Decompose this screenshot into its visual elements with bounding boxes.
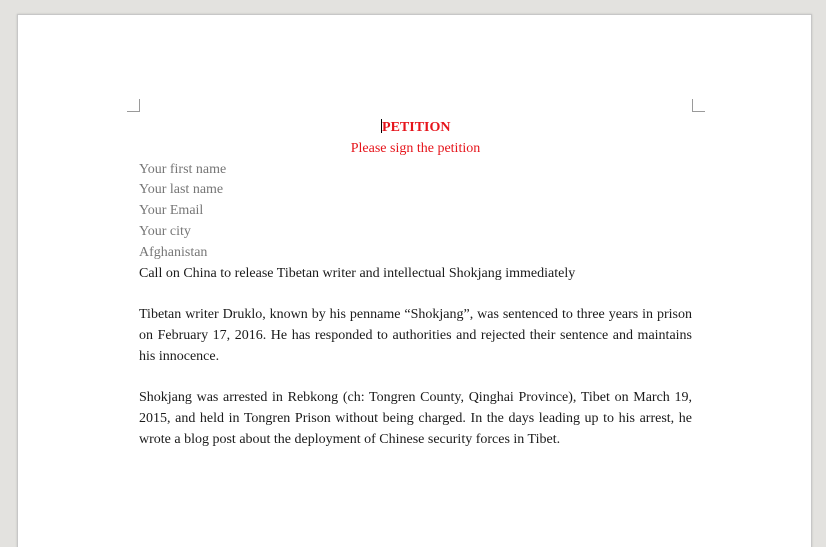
petition-subtitle[interactable]: Please sign the petition: [350, 140, 481, 156]
paragraph-sentencing[interactable]: Tibetan writer Druklo, known by his penname “Shokjang”, was sentenced to three years in prison on February 17, 2016. He has responded to authorities and rejected their sentence and maintains his innocence.: [139, 307, 692, 364]
last-name-field[interactable]: Your last name: [139, 182, 224, 198]
document-page[interactable]: [17, 14, 812, 547]
petition-title[interactable]: [139, 118, 692, 139]
email-field[interactable]: Your Email: [139, 203, 204, 219]
city-field[interactable]: Your city: [139, 223, 191, 239]
country-field[interactable]: Afghanistan: [139, 244, 208, 260]
petition-title-text: PETITION: [382, 120, 451, 135]
petition-headline[interactable]: Call on China to release Tibetan writer and intellectual Shokjang immediately: [139, 265, 576, 281]
paragraph-arrest[interactable]: Shokjang was arrested in Rebkong (ch: Tongren County, Qinghai Province), Tibet on March 19, 2015, and held in Tongren Prison without being charged. In the days leading up to his arrest, he wrote a blog post about the deployment of Chinese security forces in Tibet.: [139, 390, 692, 447]
blank-line: [139, 284, 692, 305]
first-name-field[interactable]: Your first name: [139, 161, 227, 177]
document-body[interactable]: [139, 118, 692, 451]
margin-corner-top-right: [692, 99, 705, 112]
margin-corner-top-left: [127, 99, 140, 112]
blank-line: [139, 368, 692, 389]
